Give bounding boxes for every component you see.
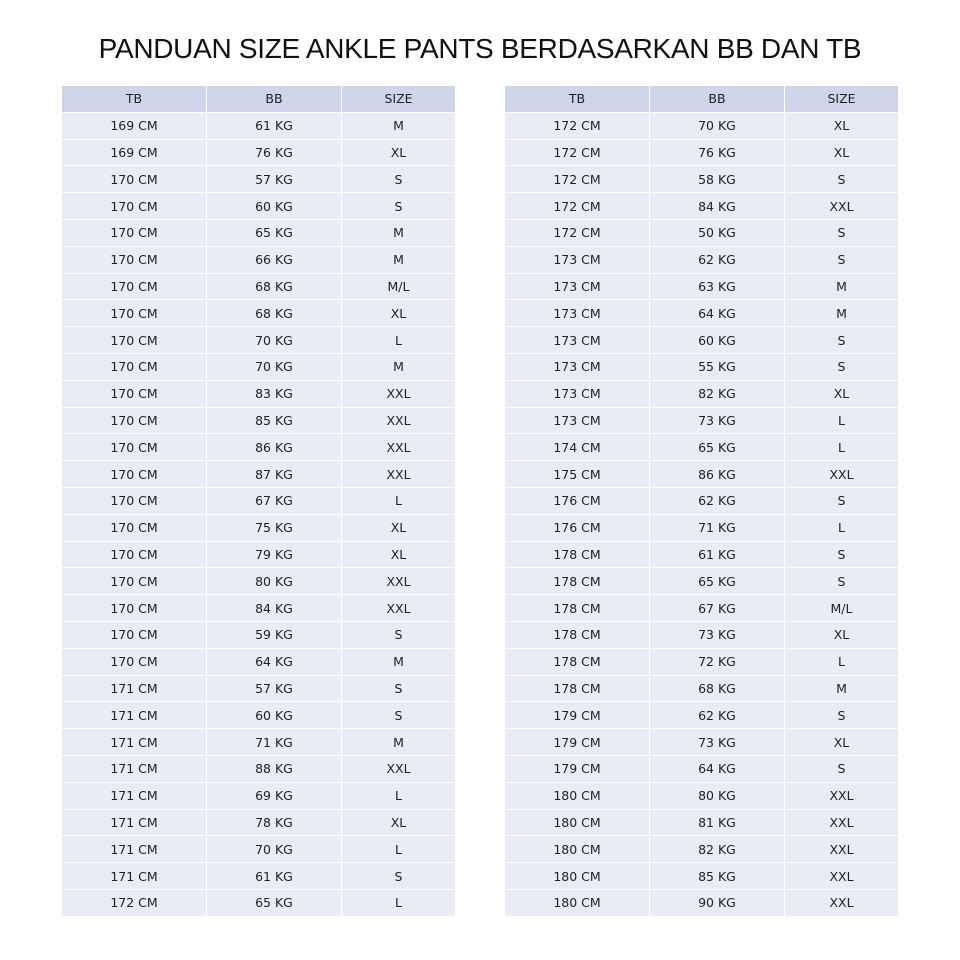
table-row xyxy=(505,140,898,167)
cell-size: XXL xyxy=(342,461,455,488)
cell-bb: 68 KG xyxy=(207,300,342,327)
table-row xyxy=(62,676,455,703)
cell-tb: 171 CM xyxy=(62,863,207,890)
cell-tb: 178 CM xyxy=(505,649,650,676)
cell-size: S xyxy=(785,247,898,274)
cell-size: L xyxy=(785,649,898,676)
cell-tb: 180 CM xyxy=(505,783,650,810)
cell-size: M/L xyxy=(785,595,898,622)
table-row xyxy=(62,595,455,622)
table-row xyxy=(505,810,898,837)
cell-tb: 170 CM xyxy=(62,488,207,515)
cell-tb: 170 CM xyxy=(62,166,207,193)
cell-tb: 171 CM xyxy=(62,702,207,729)
cell-bb: 68 KG xyxy=(650,676,785,703)
size-table-right xyxy=(505,86,898,917)
cell-tb: 173 CM xyxy=(505,354,650,381)
cell-bb: 71 KG xyxy=(207,729,342,756)
cell-bb: 62 KG xyxy=(650,247,785,274)
cell-tb: 173 CM xyxy=(505,327,650,354)
cell-size: XXL xyxy=(342,381,455,408)
cell-tb: 172 CM xyxy=(505,220,650,247)
cell-size: XL xyxy=(342,515,455,542)
cell-bb: 64 KG xyxy=(650,756,785,783)
table-row xyxy=(505,890,898,917)
cell-size: S xyxy=(785,756,898,783)
table-row xyxy=(62,836,455,863)
cell-bb: 88 KG xyxy=(207,756,342,783)
cell-bb: 90 KG xyxy=(650,890,785,917)
cell-bb: 72 KG xyxy=(650,649,785,676)
cell-bb: 80 KG xyxy=(650,783,785,810)
table-row xyxy=(62,810,455,837)
cell-tb: 176 CM xyxy=(505,488,650,515)
table-row xyxy=(505,595,898,622)
cell-tb: 180 CM xyxy=(505,863,650,890)
cell-size: M xyxy=(342,649,455,676)
cell-size: S xyxy=(785,166,898,193)
cell-bb: 84 KG xyxy=(650,193,785,220)
cell-size: XXL xyxy=(785,810,898,837)
cell-size: S xyxy=(785,568,898,595)
cell-size: XXL xyxy=(785,783,898,810)
cell-tb: 178 CM xyxy=(505,568,650,595)
page-title: PANDUAN SIZE ANKLE PANTS BERDASARKAN BB DAN TB xyxy=(98,33,862,64)
cell-size: S xyxy=(785,327,898,354)
cell-size: XL xyxy=(785,113,898,140)
table-row xyxy=(62,622,455,649)
cell-size: L xyxy=(785,515,898,542)
cell-tb: 170 CM xyxy=(62,434,207,461)
table-row xyxy=(62,568,455,595)
cell-bb: 86 KG xyxy=(650,461,785,488)
table-row xyxy=(505,702,898,729)
table-row xyxy=(505,622,898,649)
table-row xyxy=(505,836,898,863)
table-row xyxy=(505,193,898,220)
cell-size: XXL xyxy=(785,461,898,488)
cell-tb: 179 CM xyxy=(505,702,650,729)
cell-bb: 76 KG xyxy=(650,140,785,167)
table-row xyxy=(62,408,455,435)
cell-tb: 170 CM xyxy=(62,327,207,354)
table-row xyxy=(62,354,455,381)
cell-bb: 60 KG xyxy=(207,702,342,729)
table-header-row xyxy=(62,86,455,113)
cell-tb: 171 CM xyxy=(62,836,207,863)
cell-size: XL xyxy=(785,622,898,649)
table-body-right xyxy=(505,113,898,917)
cell-bb: 73 KG xyxy=(650,729,785,756)
cell-bb: 80 KG xyxy=(207,568,342,595)
table-row xyxy=(62,542,455,569)
cell-tb: 170 CM xyxy=(62,381,207,408)
cell-tb: 170 CM xyxy=(62,515,207,542)
table-row xyxy=(62,381,455,408)
table-row xyxy=(505,434,898,461)
cell-tb: 171 CM xyxy=(62,729,207,756)
table-row xyxy=(62,140,455,167)
cell-bb: 87 KG xyxy=(207,461,342,488)
cell-bb: 63 KG xyxy=(650,274,785,301)
cell-size: M xyxy=(342,354,455,381)
cell-size: M xyxy=(785,274,898,301)
cell-size: S xyxy=(785,354,898,381)
cell-size: XL xyxy=(785,140,898,167)
cell-bb: 68 KG xyxy=(207,274,342,301)
cell-size: S xyxy=(342,193,455,220)
table-row xyxy=(62,113,455,140)
cell-bb: 69 KG xyxy=(207,783,342,810)
cell-tb: 172 CM xyxy=(505,140,650,167)
cell-size: XXL xyxy=(342,434,455,461)
cell-bb: 60 KG xyxy=(207,193,342,220)
cell-bb: 73 KG xyxy=(650,408,785,435)
table-row xyxy=(62,729,455,756)
table-row xyxy=(505,783,898,810)
cell-tb: 180 CM xyxy=(505,890,650,917)
cell-bb: 50 KG xyxy=(650,220,785,247)
cell-size: XXL xyxy=(342,756,455,783)
cell-size: L xyxy=(342,890,455,917)
cell-bb: 66 KG xyxy=(207,247,342,274)
table-row xyxy=(505,542,898,569)
cell-size: M xyxy=(785,676,898,703)
cell-size: XL xyxy=(342,542,455,569)
cell-bb: 73 KG xyxy=(650,622,785,649)
cell-bb: 58 KG xyxy=(650,166,785,193)
cell-tb: 170 CM xyxy=(62,300,207,327)
cell-bb: 67 KG xyxy=(207,488,342,515)
table-row xyxy=(505,354,898,381)
table-row xyxy=(505,247,898,274)
cell-tb: 173 CM xyxy=(505,408,650,435)
cell-bb: 65 KG xyxy=(650,434,785,461)
cell-size: XL xyxy=(785,381,898,408)
cell-size: XL xyxy=(342,140,455,167)
table-row xyxy=(505,113,898,140)
cell-size: S xyxy=(785,488,898,515)
cell-bb: 83 KG xyxy=(207,381,342,408)
cell-size: S xyxy=(785,220,898,247)
cell-bb: 82 KG xyxy=(650,381,785,408)
cell-size: S xyxy=(342,702,455,729)
cell-bb: 57 KG xyxy=(207,676,342,703)
cell-size: XXL xyxy=(785,863,898,890)
table-row xyxy=(505,274,898,301)
table-row xyxy=(62,434,455,461)
table-row xyxy=(62,461,455,488)
table-row xyxy=(62,247,455,274)
cell-size: S xyxy=(342,863,455,890)
cell-bb: 61 KG xyxy=(207,113,342,140)
table-row xyxy=(505,300,898,327)
cell-bb: 76 KG xyxy=(207,140,342,167)
table-row xyxy=(62,702,455,729)
cell-size: M/L xyxy=(342,274,455,301)
cell-size: S xyxy=(785,702,898,729)
table-row xyxy=(62,193,455,220)
cell-tb: 173 CM xyxy=(505,274,650,301)
cell-bb: 81 KG xyxy=(650,810,785,837)
table-row xyxy=(62,327,455,354)
cell-size: M xyxy=(342,247,455,274)
cell-bb: 64 KG xyxy=(650,300,785,327)
cell-tb: 170 CM xyxy=(62,542,207,569)
cell-tb: 176 CM xyxy=(505,515,650,542)
table-row xyxy=(62,783,455,810)
table-row xyxy=(505,756,898,783)
cell-tb: 170 CM xyxy=(62,274,207,301)
cell-tb: 178 CM xyxy=(505,676,650,703)
cell-tb: 170 CM xyxy=(62,408,207,435)
cell-bb: 86 KG xyxy=(207,434,342,461)
cell-bb: 70 KG xyxy=(207,327,342,354)
table-row xyxy=(62,863,455,890)
cell-bb: 60 KG xyxy=(650,327,785,354)
cell-size: XL xyxy=(342,300,455,327)
cell-tb: 174 CM xyxy=(505,434,650,461)
cell-bb: 70 KG xyxy=(207,354,342,381)
cell-tb: 179 CM xyxy=(505,756,650,783)
table-row xyxy=(505,381,898,408)
cell-bb: 57 KG xyxy=(207,166,342,193)
cell-tb: 170 CM xyxy=(62,568,207,595)
cell-bb: 70 KG xyxy=(207,836,342,863)
table-row xyxy=(62,274,455,301)
table-row xyxy=(505,488,898,515)
table-row xyxy=(62,890,455,917)
cell-size: S xyxy=(785,542,898,569)
cell-tb: 178 CM xyxy=(505,622,650,649)
table-row xyxy=(505,729,898,756)
cell-bb: 79 KG xyxy=(207,542,342,569)
table-row xyxy=(505,327,898,354)
cell-tb: 172 CM xyxy=(62,890,207,917)
cell-bb: 85 KG xyxy=(650,863,785,890)
cell-size: S xyxy=(342,622,455,649)
cell-size: XXL xyxy=(342,568,455,595)
table-row xyxy=(505,515,898,542)
cell-tb: 169 CM xyxy=(62,113,207,140)
cell-bb: 62 KG xyxy=(650,702,785,729)
cell-tb: 170 CM xyxy=(62,622,207,649)
cell-bb: 70 KG xyxy=(650,113,785,140)
cell-size: XXL xyxy=(342,408,455,435)
table-row xyxy=(62,220,455,247)
cell-bb: 85 KG xyxy=(207,408,342,435)
cell-tb: 170 CM xyxy=(62,247,207,274)
cell-tb: 172 CM xyxy=(505,113,650,140)
cell-tb: 170 CM xyxy=(62,595,207,622)
cell-bb: 62 KG xyxy=(650,488,785,515)
cell-tb: 175 CM xyxy=(505,461,650,488)
cell-size: M xyxy=(342,113,455,140)
cell-bb: 61 KG xyxy=(207,863,342,890)
table-row xyxy=(505,461,898,488)
cell-tb: 173 CM xyxy=(505,247,650,274)
header-size: SIZE xyxy=(785,86,898,113)
header-size: SIZE xyxy=(342,86,455,113)
table-header-row xyxy=(505,86,898,113)
table-row xyxy=(505,568,898,595)
cell-size: L xyxy=(785,434,898,461)
cell-tb: 170 CM xyxy=(62,354,207,381)
header-tb: TB xyxy=(62,86,207,113)
cell-size: M xyxy=(342,220,455,247)
cell-tb: 180 CM xyxy=(505,836,650,863)
cell-tb: 170 CM xyxy=(62,649,207,676)
cell-size: L xyxy=(342,488,455,515)
cell-size: M xyxy=(785,300,898,327)
cell-size: XL xyxy=(342,810,455,837)
cell-tb: 171 CM xyxy=(62,676,207,703)
cell-tb: 178 CM xyxy=(505,595,650,622)
cell-bb: 65 KG xyxy=(207,220,342,247)
header-bb: BB xyxy=(650,86,785,113)
cell-size: XL xyxy=(785,729,898,756)
cell-tb: 178 CM xyxy=(505,542,650,569)
table-row xyxy=(505,166,898,193)
cell-tb: 170 CM xyxy=(62,193,207,220)
cell-tb: 171 CM xyxy=(62,783,207,810)
table-row xyxy=(505,863,898,890)
cell-bb: 65 KG xyxy=(207,890,342,917)
table-row xyxy=(62,756,455,783)
cell-tb: 169 CM xyxy=(62,140,207,167)
cell-bb: 78 KG xyxy=(207,810,342,837)
cell-bb: 71 KG xyxy=(650,515,785,542)
cell-tb: 180 CM xyxy=(505,810,650,837)
cell-bb: 67 KG xyxy=(650,595,785,622)
cell-tb: 171 CM xyxy=(62,810,207,837)
cell-bb: 61 KG xyxy=(650,542,785,569)
cell-size: L xyxy=(342,783,455,810)
table-row xyxy=(62,488,455,515)
header-tb: TB xyxy=(505,86,650,113)
table-row xyxy=(62,649,455,676)
cell-tb: 173 CM xyxy=(505,300,650,327)
cell-bb: 84 KG xyxy=(207,595,342,622)
cell-bb: 75 KG xyxy=(207,515,342,542)
table-row xyxy=(505,220,898,247)
cell-size: L xyxy=(342,327,455,354)
size-table-left xyxy=(62,86,455,917)
cell-bb: 64 KG xyxy=(207,649,342,676)
cell-size: XXL xyxy=(342,595,455,622)
cell-tb: 171 CM xyxy=(62,756,207,783)
cell-size: XXL xyxy=(785,836,898,863)
cell-size: M xyxy=(342,729,455,756)
cell-tb: 172 CM xyxy=(505,166,650,193)
cell-size: L xyxy=(342,836,455,863)
cell-bb: 65 KG xyxy=(650,568,785,595)
cell-bb: 59 KG xyxy=(207,622,342,649)
cell-tb: 170 CM xyxy=(62,220,207,247)
header-bb: BB xyxy=(207,86,342,113)
cell-tb: 179 CM xyxy=(505,729,650,756)
cell-tb: 172 CM xyxy=(505,193,650,220)
cell-size: XXL xyxy=(785,193,898,220)
cell-size: S xyxy=(342,166,455,193)
cell-size: L xyxy=(785,408,898,435)
table-row xyxy=(62,300,455,327)
table-row xyxy=(505,408,898,435)
cell-bb: 55 KG xyxy=(650,354,785,381)
table-row xyxy=(62,515,455,542)
table-row xyxy=(505,649,898,676)
cell-tb: 170 CM xyxy=(62,461,207,488)
table-row xyxy=(505,676,898,703)
cell-size: S xyxy=(342,676,455,703)
cell-tb: 173 CM xyxy=(505,381,650,408)
table-row xyxy=(62,166,455,193)
cell-bb: 82 KG xyxy=(650,836,785,863)
cell-size: XXL xyxy=(785,890,898,917)
table-body-left xyxy=(62,113,455,917)
